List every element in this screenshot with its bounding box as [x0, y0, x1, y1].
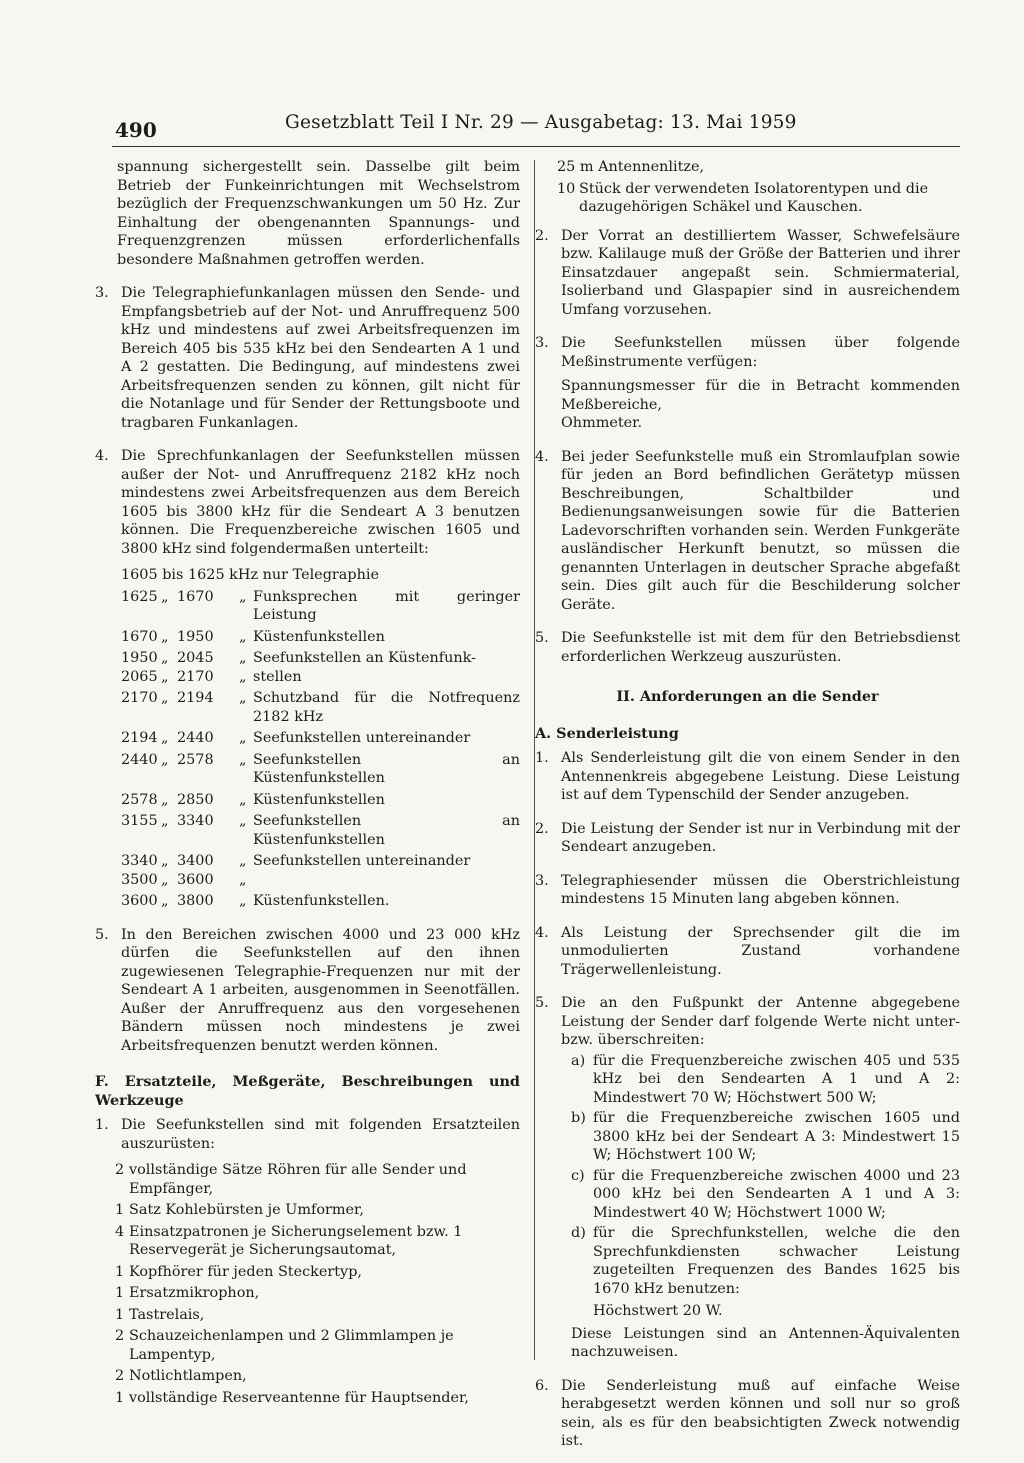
frequency-row: 3155 „ 3340 „ Seefunkstellen an Küstenfunkstellen	[121, 813, 520, 848]
item-text: Die Leistung der Sender ist nur in Verbindung mit der Sendeart anzugeben.	[561, 820, 960, 855]
right-column	[535, 158, 960, 1451]
item-number: 3.	[535, 872, 549, 889]
spare-parts-list	[95, 1161, 520, 1407]
spare-part-item: 4 Einsatzpatronen je Sicherungselement bzw. 1 Reservegerät je Sicherungsautomat,	[115, 1223, 463, 1258]
item-number: 6.	[535, 1377, 549, 1394]
item-text: Der Vorrat an destilliertem Wasser, Schwefelsäure bzw. Kalilauge muß der Größe der Batterien und ihrer Einsatzdauer angepaßt sein. Schmiermaterial, Isolierband und Glaspapier sind in ausreichendem Umfang vorzusehen.	[561, 227, 960, 318]
spare-part-item: 1 Ersatzmikrophon,	[115, 1285, 260, 1301]
power-limit-item: a) für die Frequenzbereiche zwischen 405 und 535 kHz bei den Sendearten A 1 und A 2: Mindestwert 70 W; Höchstwert 500 W;	[571, 1052, 960, 1106]
item-number: 2.	[535, 227, 549, 244]
list-item-3	[95, 284, 520, 432]
item-text: Die Sprechfunkanlagen der Seefunkstellen müssen außer der Not- und Anruffrequenz 2182 kHz noch mindestens zwei Arbeitsfrequenzen aus dem Bereich 1605 bis 3800 kHz für die Sendeart A 3 benutzen können. Die Frequenzbereiche zwischen 1605 und 3800 kHz sind folgendermaßen unterteilt:	[121, 448, 520, 557]
list-item-a2	[535, 820, 960, 857]
frequency-row: 1670 „ 1950 „ Küstenfunkstellen	[121, 628, 385, 645]
list-item-4	[95, 447, 520, 558]
instrument-line: Spannungsmesser für die in Betracht kommenden Meßbereiche,	[561, 378, 960, 413]
spare-part-item: 1 Satz Kohlebürsten je Umformer,	[115, 1202, 364, 1218]
list-item-r5	[535, 629, 960, 666]
list-item-a6	[535, 1377, 960, 1451]
left-column	[95, 158, 520, 1410]
item-number: 5.	[535, 630, 549, 646]
section-heading-a: A. Senderleistung	[535, 724, 679, 742]
item-text: Die an den Fußpunkt der Antenne abgegebene Leistung der Sender darf folgende Werte nicht unter- bzw. überschreiten: a) für die Frequenzbereiche zwischen 405 und 535 kHz bei den Sendearten A 1 und A 2: Mindestwert 70 W; Höchstwert 500 W; b) für die Frequenzbereiche zwischen 1605 und 3800 kHz bei der Sendeart A 3: Mindestwert 15 W; Höchstwert 100 W; c) für die Frequenzbereiche zwischen 4000 und 23 000 kHz bei den Sendearten A 1 und A 3: Mindestwert 40 W; Höchstwert 1000 W; d) für die Sprechfunkstellen, welche die den Sprechfunkdiensten schwacher Leistung zugeteilten Frequenzen des Bandes 1625 bis 1670 kHz benutzen: Höchstwert 20 W. Diese Leistungen sind an Antennen-Äquivalenten nachzuweisen.	[561, 995, 960, 1360]
frequency-row: 2578 „ 2850 „ Küstenfunkstellen	[121, 791, 385, 808]
item-text: Die Seefunkstelle ist mit dem für den Betriebsdienst erforderlichen Werkzeug auszurüsten.	[561, 630, 960, 665]
list-item-r2	[535, 227, 960, 320]
section-heading-f: F. Ersatzteile, Meßgeräte, Beschreibungen und Werkzeuge	[95, 1073, 520, 1109]
header-title: Gesetzblatt Teil I Nr. 29 — Ausgabetag: 13. Mai 1959	[285, 112, 797, 133]
list-item-a3	[535, 872, 960, 909]
frequency-row	[121, 566, 520, 585]
frequency-row: 2170 „ 2194 „ Schutzband für die Notfrequenz 2182 kHz	[121, 690, 520, 725]
instrument-line: Ohmmeter.	[561, 415, 643, 431]
item-number: 4.	[535, 448, 549, 465]
frequency-row: 1950 „ 2045 „ Seefunkstellen an Küstenfunk-	[121, 650, 476, 666]
list-item-a5	[535, 994, 960, 1362]
item-text: Die Senderleistung muß auf einfache Weise herabgesetzt werden können und soll nur so groß sein, als es für den beabsichtigten Zweck notwendig ist.	[561, 1377, 960, 1449]
list-item-f1	[95, 1116, 520, 1153]
item-text: In den Bereichen zwischen 4000 und 23 000 kHz dürfen die Seefunkstellen auf den ihnen zugewiesenen Telegraphie-Frequenzen nur mit der Sendeart A 1 arbeiten, ausgenommen in Seenotfällen. Außer der Anruffrequenz aus den vorgesehenen Bändern müssen noch mindestens je zwei Arbeitsfrequenzen benutzt werden können.	[121, 926, 520, 1054]
spare-part-item: 2 vollständige Sätze Röhren für alle Sender und Empfänger,	[115, 1162, 467, 1197]
spare-parts-continued	[535, 158, 960, 217]
spare-part-item: 25 m Antennenlitze,	[557, 159, 705, 175]
power-limit-item: b) für die Frequenzbereiche zwischen 1605 und 3800 kHz bei der Sendeart A 3: Mindestwert 15 W; Höchstwert 100 W;	[571, 1110, 960, 1163]
frequency-row: 2194 „ 2440 „ Seefunkstellen untereinander	[121, 730, 471, 746]
list-item-r3	[535, 334, 960, 433]
page-number: 490	[115, 118, 157, 142]
item-text: Telegraphiesender müssen die Oberstrichleistung mindestens 15 Minuten lang abgeben können.	[561, 872, 960, 907]
list-item-5	[95, 926, 520, 1056]
item-number: 1.	[535, 750, 549, 766]
list-item-a1	[535, 749, 960, 805]
item-number: 3.	[95, 285, 109, 301]
verification-note: Diese Leistungen sind an Antennen-Äquivalenten nachzuweisen.	[571, 1325, 960, 1360]
frequency-row: 2065 „ 2170 „ stellen	[121, 668, 302, 685]
item-text: Als Senderleistung gilt die von einem Sender in den Antennenkreis abgegebene Leistung. Diese Leistung ist auf dem Typenschild der Sender anzugeben.	[561, 750, 960, 803]
frequency-table	[95, 566, 520, 911]
item-text: Als Leistung der Sprechsender gilt die im unmodulierten Zustand vorhandene Trägerwellenleistung.	[561, 924, 960, 978]
power-limit-item: c) für die Frequenzbereiche zwischen 4000 und 23 000 kHz bei den Sendearten A 1 und A 3: Mindestwert 40 W; Höchstwert 1000 W;	[571, 1167, 960, 1221]
item-number: 2.	[535, 820, 549, 837]
item-text: Bei jeder Seefunkstelle muß ein Stromlaufplan sowie für jeden an Bord befindlichen Gerätetyp müssen Beschreibungen, Schaltbilder und Bedienungsanweisungen sowie für die Batterien Ladevorschriften vorhanden sein. Werden Funkgeräte ausländischer Herkunft benutzt, so müssen die genannten Unterlagen in deutscher Sprache abgefaßt sein. Dies gilt auch für die Beschilderung solcher Geräte.	[561, 448, 960, 613]
page-header	[115, 110, 965, 142]
power-limit-item: d) für die Sprechfunkstellen, welche die den Sprechfunkdiensten schwacher Leistung zugeteilten Frequenzen des Bandes 1625 bis 1670 kHz benutzen:	[571, 1225, 960, 1297]
spare-part-item: 1 Kopfhörer für jeden Steckertyp,	[115, 1263, 362, 1280]
item-text: Die Seefunkstellen müssen über folgende Meßinstrumente verfügen: Spannungsmesser für die in Betracht kommenden Meßbereiche, Ohmmeter.	[561, 335, 960, 431]
item-number: 3.	[535, 335, 549, 351]
spare-part-item: 2 Schauzeichenlampen und 2 Glimmlampen je Lampentyp,	[115, 1328, 454, 1363]
spare-part-item: 10 Stück der verwendeten Isolatorentypen und die dazugehörigen Schäkel und Kauschen.	[557, 180, 929, 215]
max-value: Höchstwert 20 W.	[593, 1303, 723, 1319]
spare-part-item: 1 Tastrelais,	[115, 1306, 205, 1323]
section-heading-ii: II. Anforderungen an die Sender	[616, 688, 879, 705]
frequency-row: 3500 „ 3600 „	[121, 871, 247, 888]
item-text: Die Seefunkstellen sind mit folgenden Ersatzteilen auszurüsten:	[121, 1117, 520, 1152]
frequency-first: 1605 bis 1625 kHz nur Telegraphie	[121, 567, 379, 583]
item-number: 1.	[95, 1117, 109, 1133]
item-text: Die Telegraphiefunkanlagen müssen den Sende- und Empfangsbetrieb auf der Not- und Anruffrequenz 500 kHz und mindestens auf zwei Arbeitsfrequenzen im Bereich 405 bis 535 kHz bei den Sendearten A 1 und A 2 gestatten. Die Bedingung, auf mindestens zwei Arbeitsfrequenzen senden zu können, gilt nicht für die Notanlage und für Sender der Rettungsboote und tragbaren Funkanlagen.	[121, 285, 520, 431]
frequency-row: 3340 „ 3400 „ Seefunkstellen untereinander	[121, 853, 471, 869]
frequency-row: 1625 „ 1670 „ Funksprechen mit geringer Leistung	[121, 588, 520, 623]
frequency-row: 3600 „ 3800 „ Küstenfunkstellen.	[121, 893, 390, 909]
header-rule	[112, 146, 960, 147]
list-item-a4	[535, 924, 960, 980]
spare-part-item: 1 vollständige Reserveantenne für Hauptsender,	[115, 1389, 469, 1406]
intro-paragraph: spannung sichergestellt sein. Dasselbe gilt beim Betrieb der Funkeinrichtungen mit Wechselstrom bezüglich der Frequenzschwankungen um 50 Hz. Zur Einhaltung der obengenannten Spannungs- und Frequenzgrenzen müssen erforderlichenfalls besondere Maßnahmen getroffen werden.	[117, 159, 520, 268]
item-number: 5.	[95, 926, 109, 943]
item-number: 5.	[535, 995, 549, 1011]
spare-part-item: 2 Notlichtlampen,	[115, 1368, 247, 1384]
frequency-row: 2440 „ 2578 „ Seefunkstellen an Küstenfunkstellen	[121, 751, 520, 786]
list-item-r4	[535, 448, 960, 615]
item-number: 4.	[535, 924, 549, 941]
item-number: 4.	[95, 448, 109, 464]
